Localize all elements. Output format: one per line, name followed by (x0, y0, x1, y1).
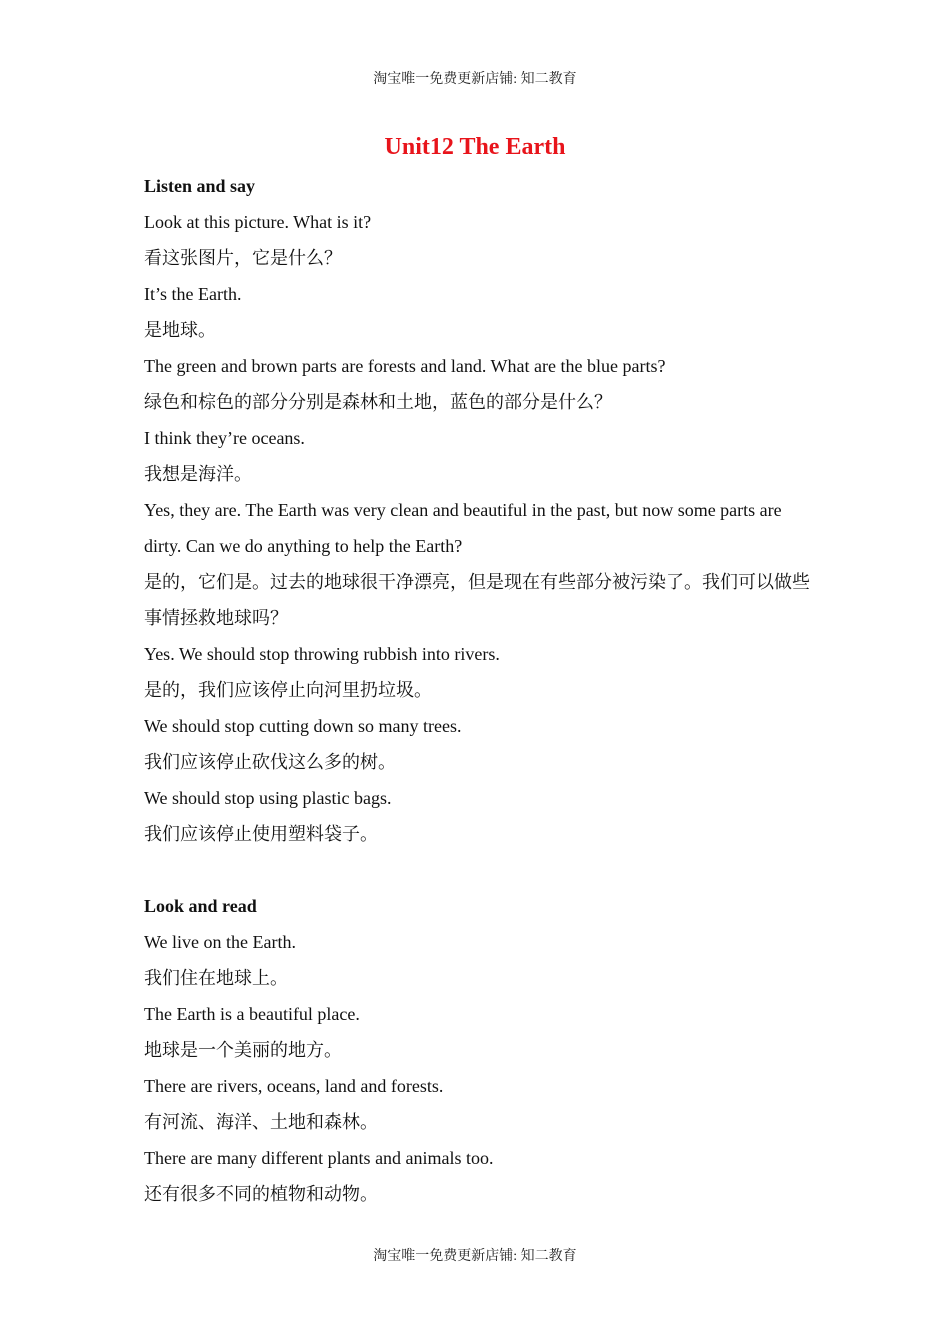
text-line: We live on the Earth. (144, 932, 296, 952)
text-paragraph: Yes, they are. The Earth was very clean and beautiful in the past, but now some parts are dirty. Can we do anything to help the Earth? (144, 500, 782, 556)
text-line: 绿色和棕色的部分分别是森林和土地，蓝色的部分是什么？ (144, 392, 612, 412)
text-line: We should stop cutting down so many trees. (144, 716, 462, 736)
text-line: 还有很多不同的植物和动物。 (144, 1184, 378, 1204)
text-line: Yes. We should stop throwing rubbish into rivers. (144, 644, 500, 664)
text-line: I think they’re oceans. (144, 428, 305, 448)
text-line: Look at this picture. What is it? (144, 212, 372, 232)
text-line: The Earth is a beautiful place. (144, 1004, 360, 1024)
text-line: There are rivers, oceans, land and forests. (144, 1076, 444, 1096)
text-line: The green and brown parts are forests and land. What are the blue parts? (144, 356, 666, 376)
text-line: It’s the Earth. (144, 284, 242, 304)
text-line: 我们住在地球上。 (144, 968, 288, 988)
document-body (144, 168, 814, 1212)
text-line: 我想是海洋。 (144, 464, 252, 484)
section-heading-listen-and-say: Listen and say (144, 176, 256, 196)
text-line: We should stop using plastic bags. (144, 788, 392, 808)
page-footer: 淘宝唯一免费更新店铺: 知二教育 (373, 1249, 577, 1264)
spacer (144, 852, 814, 888)
text-line: 地球是一个美丽的地方。 (144, 1040, 342, 1060)
text-line: 我们应该停止砍伐这么多的树。 (144, 752, 396, 772)
text-line: 看这张图片，它是什么？ (144, 248, 342, 268)
text-line: 是的，我们应该停止向河里扔垃圾。 (144, 680, 432, 700)
text-line: There are many different plants and animals too. (144, 1148, 494, 1168)
text-line: 是地球。 (144, 320, 216, 340)
text-paragraph: 是的，它们是。过去的地球很干净漂亮，但是现在有些部分被污染了。我们可以做些事情拯救地球吗？ (144, 572, 810, 628)
text-line: 有河流、海洋、土地和森林。 (144, 1112, 378, 1132)
page-header: 淘宝唯一免费更新店铺: 知二教育 (373, 72, 577, 87)
document-title: Unit12 The Earth (384, 134, 566, 160)
section-heading-look-and-read: Look and read (144, 896, 257, 916)
text-line: 我们应该停止使用塑料袋子。 (144, 824, 378, 844)
